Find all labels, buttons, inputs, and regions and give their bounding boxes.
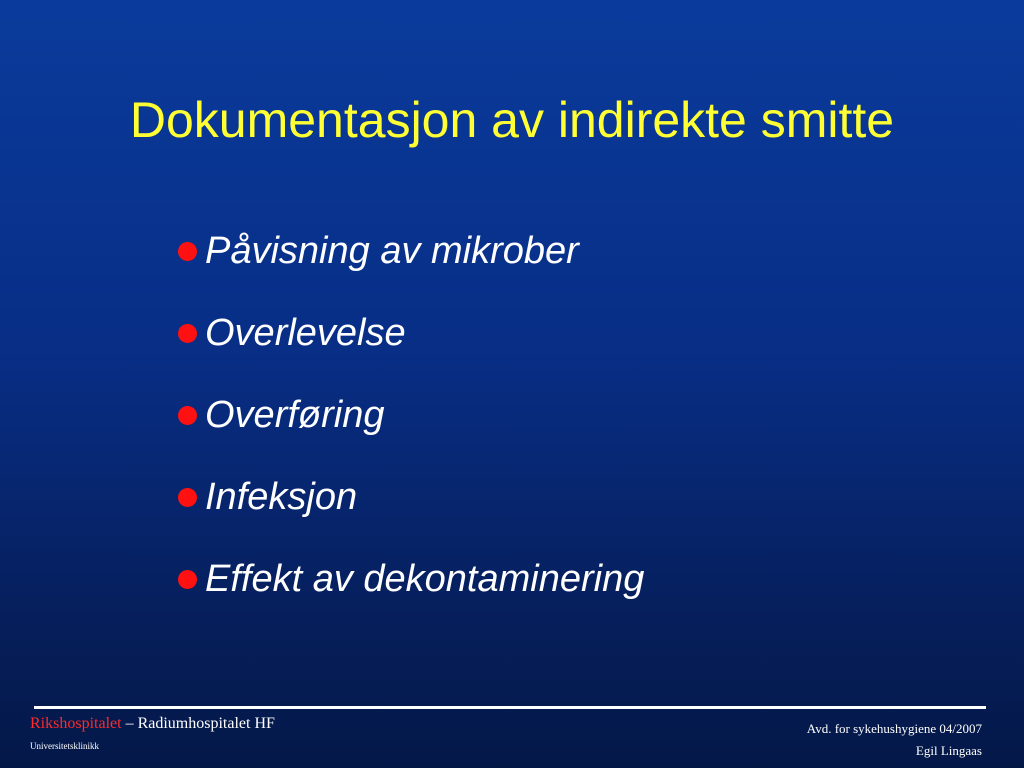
bullet-item <box>178 222 644 304</box>
bullet-dot-icon <box>178 570 197 589</box>
bullet-text: Overføring <box>205 394 385 436</box>
footer-separator: – <box>121 715 138 732</box>
bullet-dot-icon <box>178 488 197 507</box>
bullet-dot-icon <box>178 242 197 261</box>
footer-institution <box>30 713 275 752</box>
footer-author: Egil Lingaas <box>915 743 982 758</box>
slide-title: Dokumentasjon av indirekte smitte <box>129 92 895 148</box>
bullet-text: Infeksjon <box>205 476 358 518</box>
footer-department: Avd. for sykehushygiene 04/2007 <box>806 721 982 736</box>
footer-institution-line <box>30 713 275 735</box>
bullet-item <box>178 386 644 468</box>
bullet-list <box>178 222 644 632</box>
footer-brand-partner: Radiumhospitalet HF <box>137 715 275 732</box>
bullet-dot-icon <box>178 406 197 425</box>
footer-credits <box>807 718 982 762</box>
bullet-text: Effekt av dekontaminering <box>205 558 645 600</box>
bullet-text: Overlevelse <box>205 312 406 354</box>
bullet-text: Påvisning av mikrober <box>205 230 579 272</box>
bullet-item <box>178 304 644 386</box>
footer-subtitle: Universitetsklinikk <box>30 741 99 751</box>
bullet-dot-icon <box>178 324 197 343</box>
bullet-item <box>178 550 644 632</box>
bullet-item <box>178 468 644 550</box>
footer-divider <box>34 706 986 709</box>
footer-brand: Rikshospitalet <box>30 715 122 732</box>
